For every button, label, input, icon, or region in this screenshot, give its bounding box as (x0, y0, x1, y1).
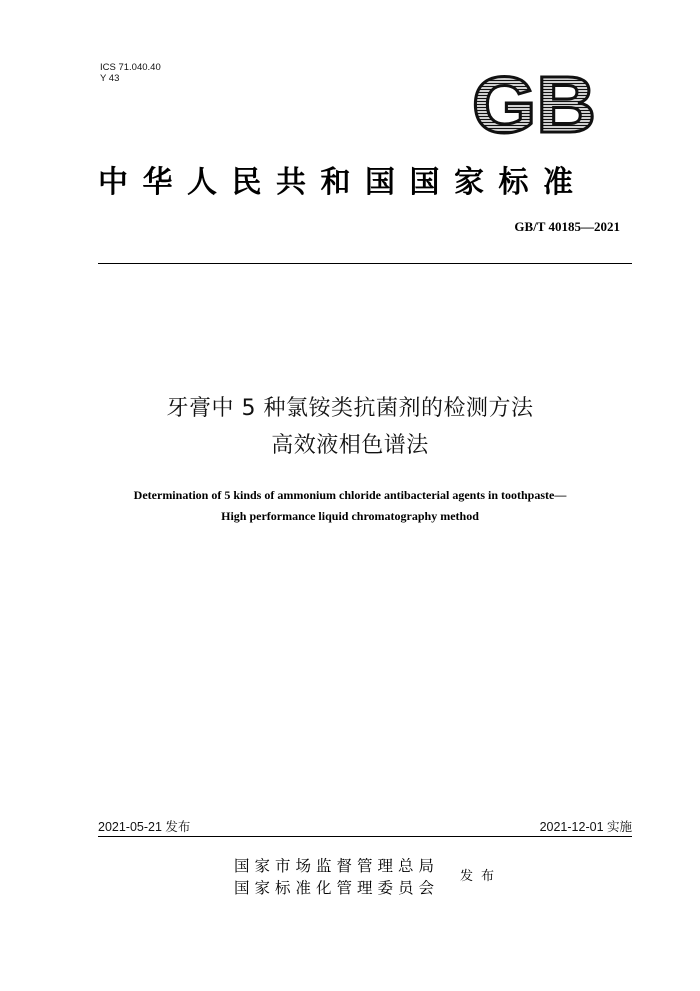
ccs-code: Y 43 (100, 73, 120, 84)
bottom-divider (98, 836, 632, 837)
document-title-cn-line1: 牙膏中 5 种氯铵类抗菌剂的检测方法 (166, 396, 534, 421)
document-title-en-line1: Determination of 5 kinds of ammonium chloride antibacterial agents in toothpaste— (133, 488, 567, 502)
document-title-en-line2: High performance liquid chromatography method (221, 509, 479, 523)
standard-number: GB/T 40185—2021 (514, 219, 620, 234)
issuer-sac: 国家标准化管理委员会 (234, 879, 440, 897)
ics-code: ICS 71.040.40 (100, 62, 161, 73)
document-title-cn-line2: 高效液相色谱法 (271, 433, 429, 458)
gb-logo (470, 70, 600, 142)
top-divider (98, 263, 632, 264)
standard-category-title: 中华人民共和国国家标准 (98, 165, 588, 200)
issue-label: 发布 (460, 869, 503, 884)
issuer-samr: 国家市场监督管理总局 (234, 857, 440, 875)
implementation-date: 2021-12-01 实施 (539, 820, 632, 834)
svg-text:GB: GB (472, 70, 596, 142)
issue-date: 2021-05-21 发布 (98, 820, 191, 834)
